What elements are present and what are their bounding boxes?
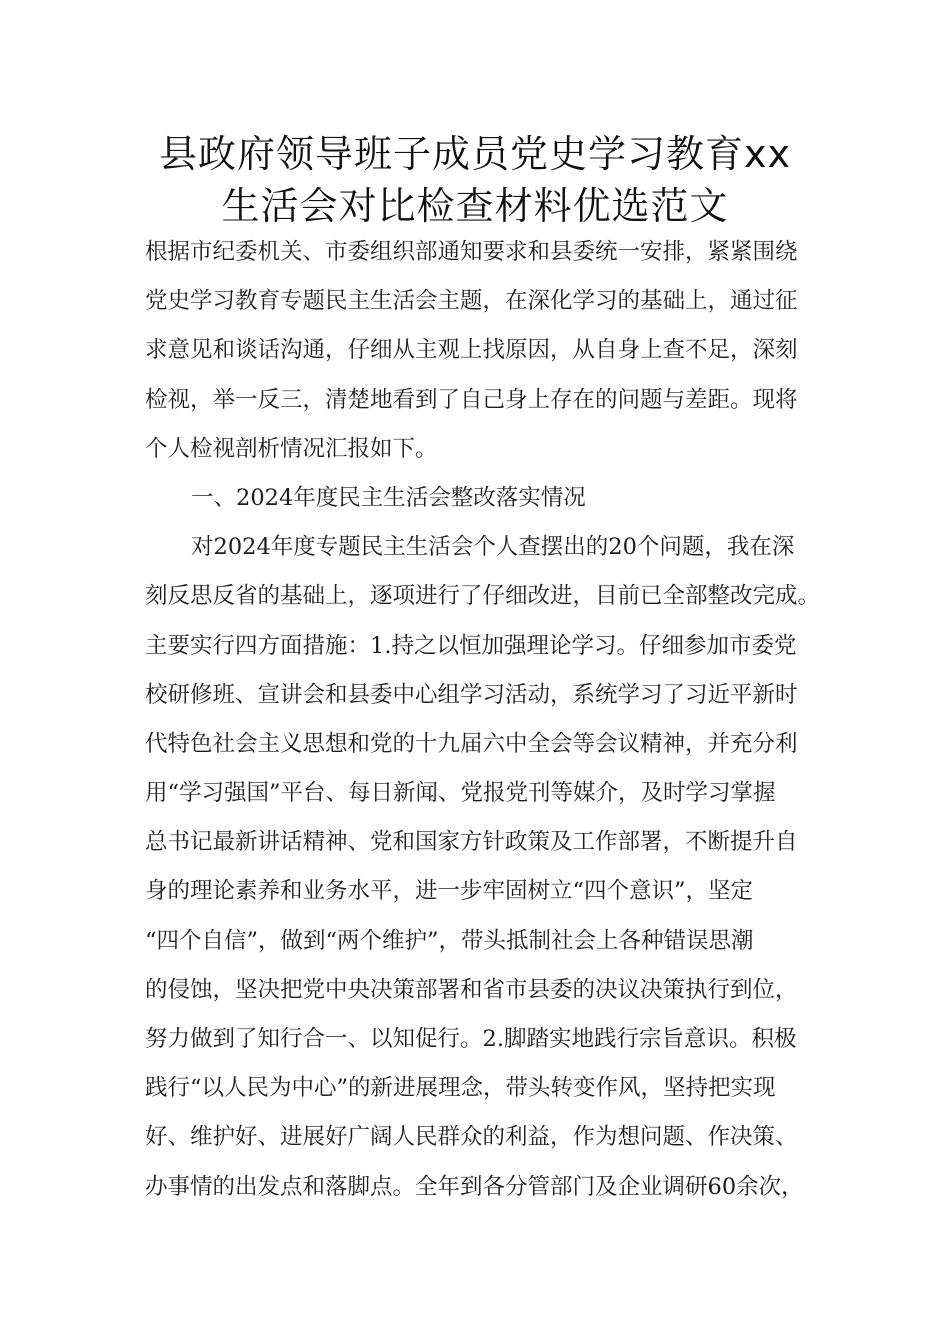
paragraph-line: 践行“以人民为中心”的新进展理念，带头转变作风，坚持把实现 bbox=[145, 1075, 776, 1102]
paragraph-line: 努力做到了知行合一、以知促行。2.脚踏实地践行宗旨意识。积极 bbox=[145, 1026, 797, 1052]
paragraph-line: 的侵蚀，坚决把党中央决策部署和省市县委的决议决策执行到位， bbox=[145, 976, 798, 1003]
paragraph-line: “四个自信”，做到“两个维护”，带头抵制社会上各种错误思潮 bbox=[145, 927, 754, 954]
paragraph-line: 总书记最新讲话精神、党和国家方针政策及工作部署，不断提升自 bbox=[145, 829, 798, 856]
paragraph-line: 党史学习教育专题民主生活会主题，在深化学习的基础上，通过征 bbox=[145, 288, 798, 315]
paragraph-line: 检视，举一反三，清楚地看到了自己身上存在的问题与差距。现将 bbox=[145, 386, 798, 413]
document-title bbox=[120, 128, 830, 232]
paragraph-line: 刻反思反省的基础上，逐项进行了仔细改进，目前已全部整改完成。 bbox=[145, 583, 821, 610]
paragraph-line: 求意见和谈话沟通，仔细从主观上找原因，从自身上查不足，深刻 bbox=[145, 337, 798, 364]
section-heading: 一、2024年度民主生活会整改落实情况 bbox=[191, 484, 586, 511]
title-line: 县政府领导班子成员党史学习教育xx bbox=[159, 132, 791, 176]
paragraph-line: 代特色社会主义思想和党的十九届六中全会等会议精神，并充分利 bbox=[145, 730, 798, 757]
paragraph-line: 根据市纪委机关、市委组织部通知要求和县委统一安排，紧紧围绕 bbox=[145, 239, 798, 265]
paragraph-line: 主要实行四方面措施：1.持之以恒加强理论学习。仔细参加市委党 bbox=[145, 632, 797, 659]
document-body bbox=[145, 228, 821, 1212]
paragraph-line: 对2024年度专题民主生活会个人查摆出的20个问题，我在深 bbox=[191, 534, 795, 561]
paragraph-line: 校研修班、宣讲会和县委中心组学习活动，系统学习了习近平新时 bbox=[145, 681, 798, 708]
paragraph-line: 用“学习强国”平台、每日新闻、党报党刊等媒介，及时学习掌握 bbox=[145, 780, 776, 807]
paragraph-line: 个人检视剖析情况汇报如下。 bbox=[145, 435, 438, 462]
paragraph-line: 好、维护好、进展好广阔人民群众的利益，作为想问题、作决策、 bbox=[145, 1124, 798, 1151]
paragraph-line: 办事情的出发点和落脚点。全年到各分管部门及企业调研60余次， bbox=[145, 1173, 804, 1200]
paragraph-line: 身的理论素养和业务水平，进一步牢固树立“四个意识”，坚定 bbox=[145, 878, 754, 905]
title-line: 生活会对比检查材料优选范文 bbox=[221, 184, 729, 228]
